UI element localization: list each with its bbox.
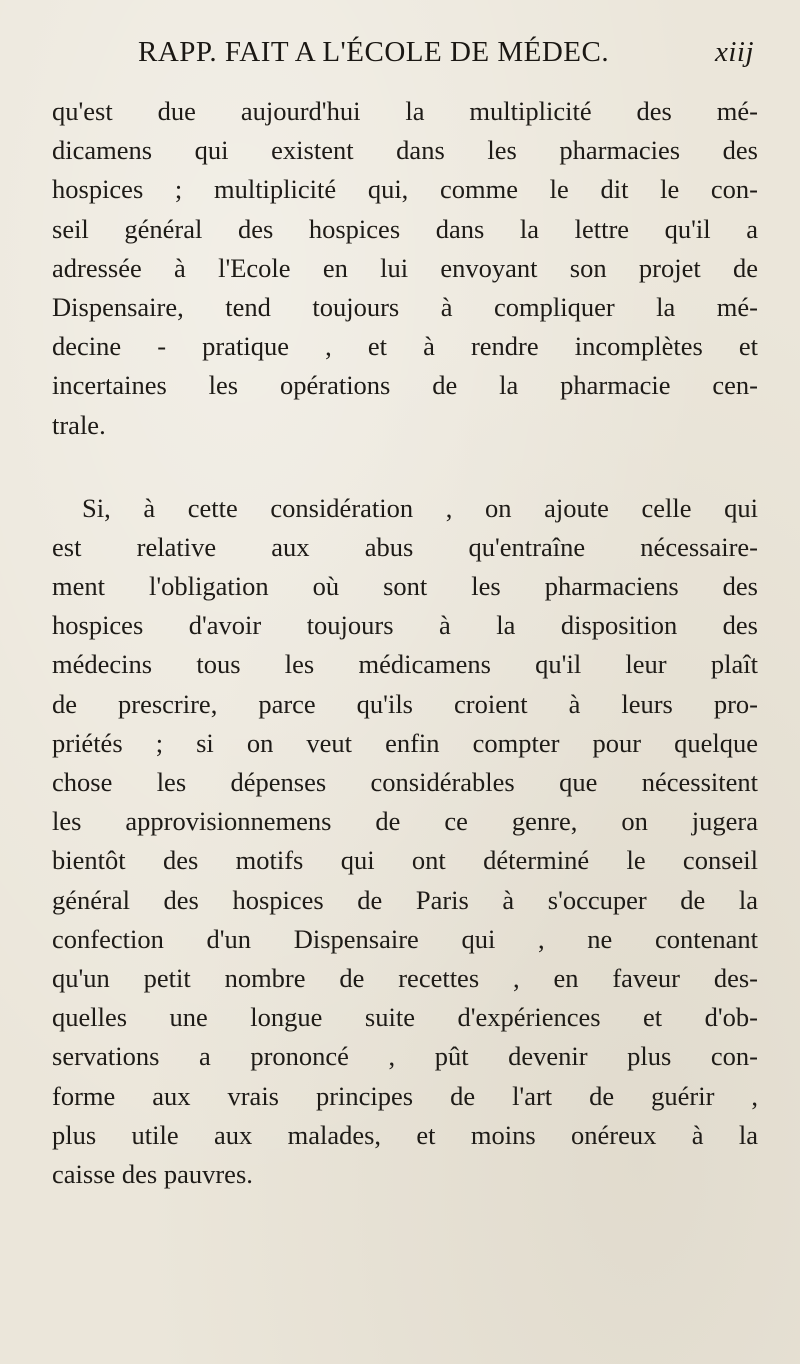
text-line: bientôt des motifs qui ont déterminé le conseil xyxy=(52,845,758,876)
text-line: qu'un petit nombre de recettes , en faveur des- xyxy=(52,962,758,993)
text-line: incertaines les opérations de la pharmacie cen- xyxy=(52,370,758,401)
text-line: priétés ; si on veut enfin compter pour quelque xyxy=(52,727,758,758)
text-line: médecins tous les médicamens qu'il leur plaît xyxy=(52,649,758,680)
text-line: qu'est due aujourd'hui la multiplicité des mé- xyxy=(52,96,758,126)
paragraph-2 xyxy=(52,489,758,1194)
text-line: quelles une longue suite d'expériences et d'ob- xyxy=(52,1002,758,1033)
page-number: xiij xyxy=(714,36,754,68)
text-line: est relative aux abus qu'entraîne nécessaire- xyxy=(52,531,758,562)
text-line: général des hospices de Paris à s'occuper de la xyxy=(52,884,758,915)
text-line: caisse des pauvres. xyxy=(52,1158,253,1189)
text-line: servations a prononcé , pût devenir plus con- xyxy=(52,1041,758,1072)
text-line: trale. xyxy=(52,409,106,440)
paragraph-1 xyxy=(52,92,758,445)
text-line: forme aux vrais principes de l'art de guérir , xyxy=(52,1080,758,1111)
text-line: hospices ; multiplicité qui, comme le dit le con- xyxy=(52,174,758,205)
running-head-title: RAPP. FAIT A L'ÉCOLE DE MÉDEC. xyxy=(138,36,610,68)
text-line: confection d'un Dispensaire qui , ne contenant xyxy=(52,923,758,954)
text-line: Si, à cette considération , on ajoute celle qui xyxy=(82,492,758,523)
text-line: adressée à l'Ecole en lui envoyant son projet de xyxy=(52,252,758,283)
text-line: plus utile aux malades, et moins onéreux à la xyxy=(52,1119,758,1150)
text-line: ment l'obligation où sont les pharmaciens des xyxy=(52,571,758,602)
body-text xyxy=(52,92,758,1194)
running-head xyxy=(138,36,754,76)
text-line: decine - pratique , et à rendre incomplètes et xyxy=(52,331,758,362)
text-line: chose les dépenses considérables que nécessitent xyxy=(52,767,758,797)
text-line: de prescrire, parce qu'ils croient à leurs pro- xyxy=(52,688,758,719)
text-line: Dispensaire, tend toujours à compliquer la mé- xyxy=(52,291,758,322)
text-line: hospices d'avoir toujours à la disposition des xyxy=(52,610,758,641)
text-line: dicamens qui existent dans les pharmacies des xyxy=(52,135,758,166)
text-line: seil général des hospices dans la lettre qu'il a xyxy=(52,213,758,244)
text-line: les approvisionnemens de ce genre, on jugera xyxy=(52,806,758,837)
